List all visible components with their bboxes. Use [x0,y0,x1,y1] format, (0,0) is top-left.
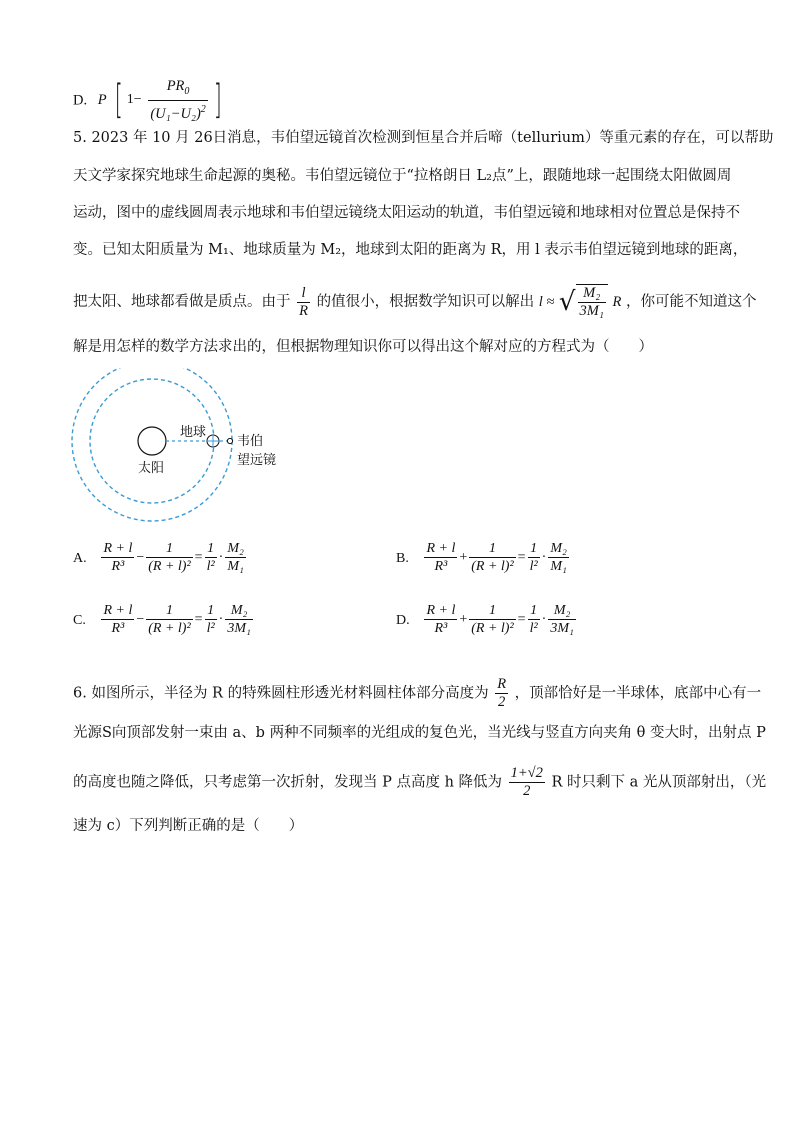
frac3-num: 1 [528,540,540,558]
equals: = [194,549,203,565]
option-label: B. [396,550,409,566]
var-p: P [97,92,107,109]
right-bracket: ] [213,77,222,124]
dot: · [541,611,547,627]
sqrt-num: M₂ [578,285,606,303]
q4d-num: PR [166,78,185,94]
frac2-den: (R + l)² [148,621,191,636]
operator: + [459,611,468,627]
q4d-num-sub: 0 [184,85,190,97]
q6-line3-a: 的高度也随之降低，只考虑第一次折射，发现当 P 点高度 h 降低为 [73,774,503,791]
rhs-num: M₂ [550,541,567,556]
sun-label: 太阳 [138,461,165,476]
q5-line-1: 5. 2023 年 10 月 26日消息，韦伯望远镜首次检测到恒星合并后啼（tellurium）等重元素的存在，可以帮助 [73,130,774,146]
frac-den: 2 [497,694,506,710]
q4d-den: (U₁−U₂) [150,105,201,122]
left-bracket: [ [115,77,123,124]
option-label: A. [73,550,87,566]
q5-option-b[interactable] [396,540,571,575]
q6-line-1 [73,676,761,711]
sqrt-den: 3M₁ [579,303,604,319]
option-label: C. [73,612,86,628]
sun [138,427,166,455]
frac2-den: (R + l)² [471,621,514,636]
dot: · [218,611,224,627]
rhs-num: M₂ [548,602,576,620]
equals: = [517,611,526,627]
frac3-den: l² [529,621,538,636]
telescope-label-1: 韦伯 [237,434,264,449]
sqrt-sign: √ [558,287,576,317]
q6-line3-b: R 时只剩下 a 光从顶部射出，（光 [551,774,767,791]
height-fraction [509,765,545,800]
frac1-num: R + l [103,603,133,618]
rhs-num: M₂ [225,602,253,620]
frac-num: 1+√2 [510,765,543,781]
frac1-num: R + l [426,541,456,556]
option-label: D. [396,612,410,628]
frac2-num: 1 [469,540,515,558]
frac-den: R [299,302,308,319]
approx-tail: R [612,294,622,310]
rhs-num: M₂ [227,541,244,556]
operator: + [459,549,468,565]
frac2-num: 1 [146,540,192,558]
frac3-num: 1 [528,602,540,620]
q5-line-5 [73,284,756,320]
q6-line1-b: ，顶部恰好是一半球体，底部中心有一 [514,685,762,702]
frac2-den: (R + l)² [148,559,191,574]
q5-option-d[interactable] [396,602,578,637]
frac3-num: 1 [205,602,217,620]
dot: · [541,549,547,565]
frac-num: R [497,676,507,692]
frac3-den: l² [206,621,215,636]
operator: − [136,611,145,627]
frac1-den: R³ [434,559,448,574]
rhs-den: M₁ [227,559,244,574]
q5-line-2: 天文学家探究地球生命起源的奥秘。韦伯望远镜位于“拉格朗日 L₂点”上，跟随地球一起围绕太阳做圆周 [73,168,732,184]
frac2-num: 1 [146,602,192,620]
q6-line-4: 速为 c）下列判断正确的是（ ） [73,818,304,834]
frac3-den: l² [529,559,538,574]
dot: · [218,549,224,565]
q5-option-a[interactable] [73,540,248,575]
q5-line-6: 解是用怎样的数学方法求出的，但根据物理知识你可以得出这个解对应的方程式为（ ） [73,339,653,355]
frac2-den: (R + l)² [471,559,514,574]
frac1-num: R + l [426,603,456,618]
q5-option-c[interactable] [73,602,255,637]
q6-line-2: 光源S向顶部发射一束由 a、b 两种不同频率的光组成的复色光，当光线与竖直方向夹角 θ 变大时，出射点 P [73,725,766,741]
frac3-num: 1 [205,540,217,558]
q6-line-3 [73,765,766,800]
approx-lhs: l ≈ [538,294,555,310]
q4d-den-exp: 2 [200,103,206,115]
equals: = [517,549,526,565]
l-over-r-fraction [297,285,310,320]
frac1-den: R³ [111,559,125,574]
equals: = [194,611,203,627]
frac2-num: 1 [469,602,515,620]
rhs-den: 3M₁ [550,621,574,636]
q6-line1-a: 6. 如图所示，半径为 R 的特殊圆柱形透光材料圆柱体部分高度为 [73,685,489,702]
frac3-den: l² [206,559,215,574]
frac-den: 2 [523,783,531,799]
q5-line-3: 运动，图中的虚线圆周表示地球和韦伯望远镜绕太阳运动的轨道，韦伯望远镜和地球相对位置总是保持不 [73,205,740,221]
q5-line-4: 变。已知太阳质量为 M₁、地球质量为 M₂，地球到太阳的距离为 R，用 l 表示韦伯望远镜到地球的距离， [73,242,748,258]
frac-num: l [297,285,310,303]
r-over-2-fraction [495,676,508,711]
q4-option-d [73,78,225,123]
sqrt-expression [559,284,608,320]
operator: − [136,549,145,565]
rhs-den: M₁ [550,559,567,574]
q5-line5-b: 的值很小，根据数学知识可以解出 [316,294,535,310]
option-label: D. [73,92,88,109]
earth-label: 地球 [180,425,207,440]
telescope [227,438,232,443]
frac1-num: R + l [103,541,133,556]
telescope-label-2: 望远镜 [237,453,277,468]
q4d-fraction [148,78,207,123]
frac1-den: R³ [434,621,448,636]
q5-line5-a: 把太阳、地球都看做是质点。由于 [73,294,291,310]
q5-line5-c: ，你可能不知道这个 [625,294,757,310]
orbit-diagram [70,368,310,528]
one-minus: 1− [126,92,142,108]
rhs-den: 3M₁ [227,621,251,636]
frac1-den: R³ [111,621,125,636]
